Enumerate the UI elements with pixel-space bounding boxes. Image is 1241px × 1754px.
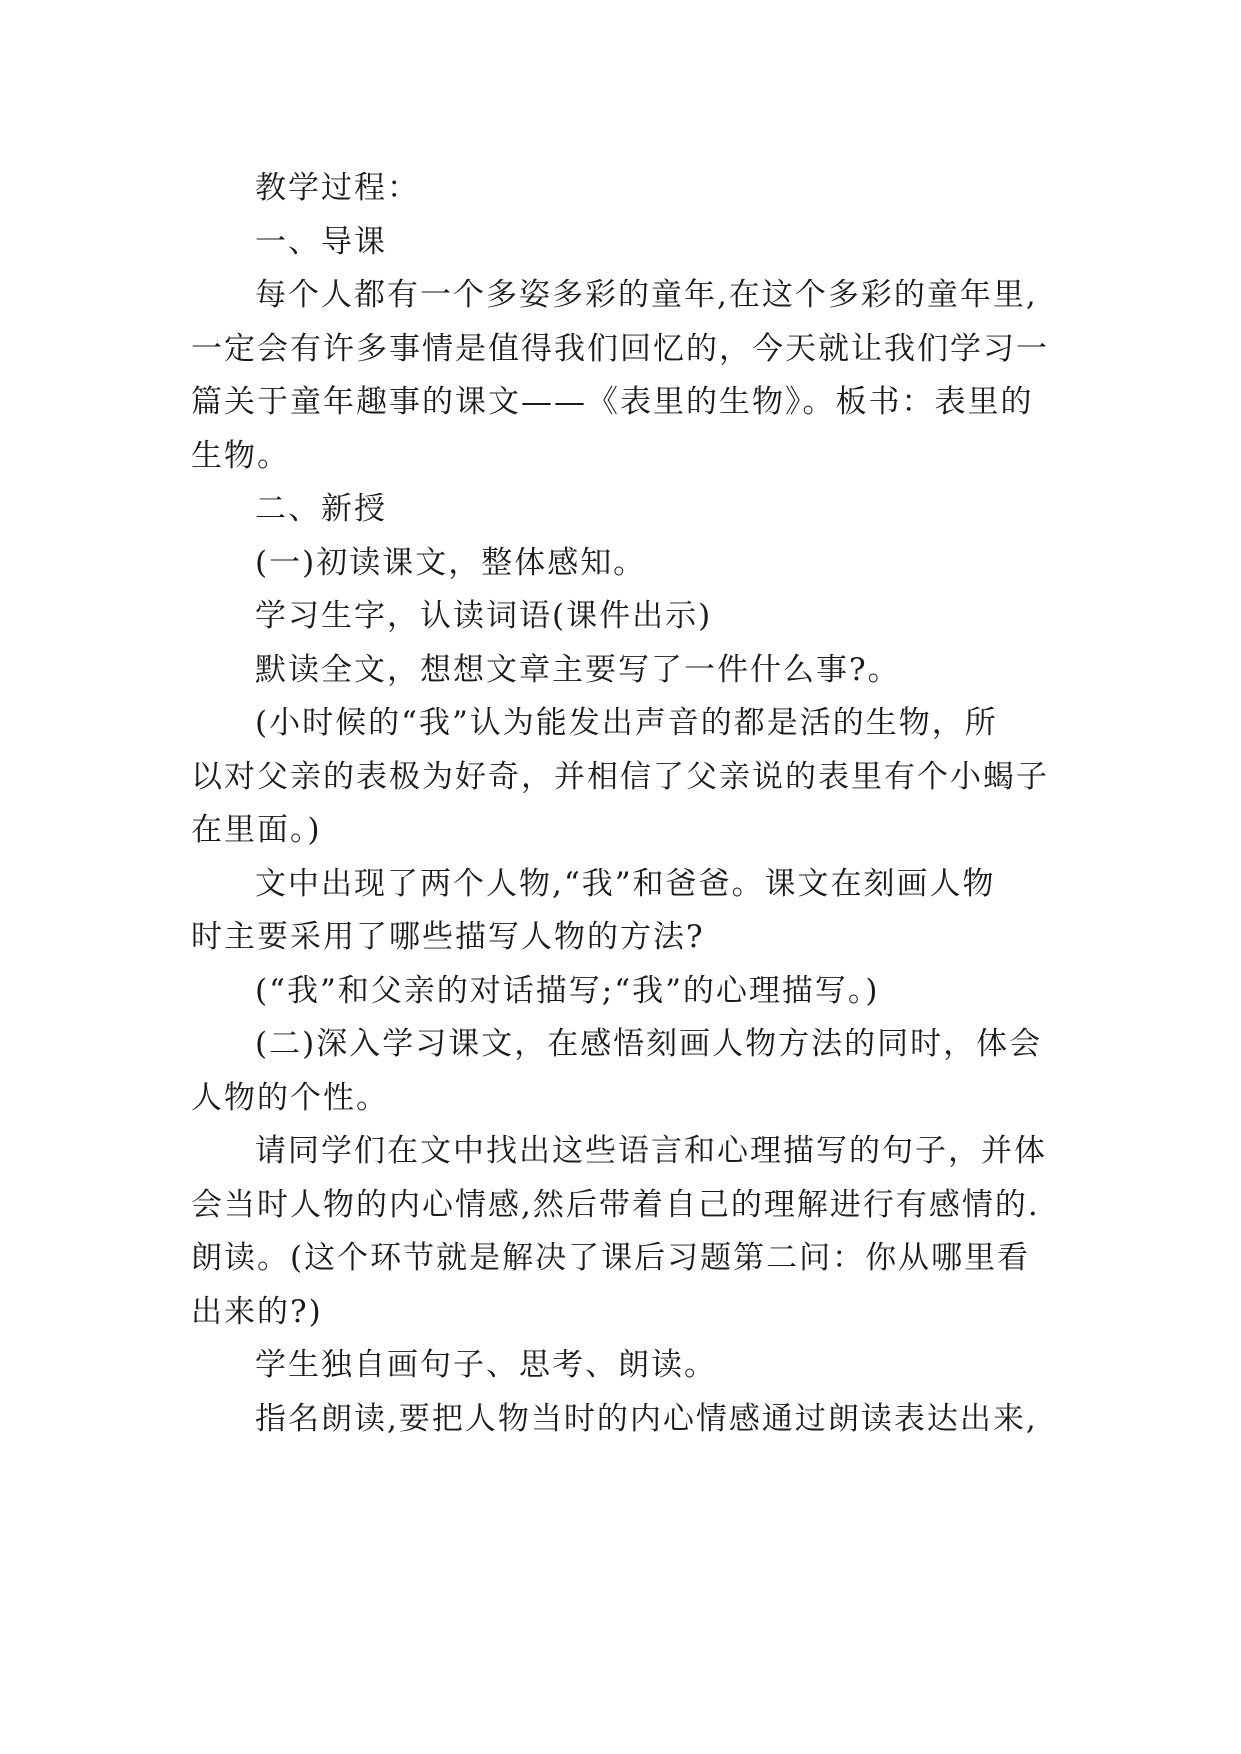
text-line: (一)初读课文，整体感知。 [255, 544, 647, 581]
paragraph [191, 1018, 1071, 1125]
text-line: (二)深入学习课文，在感悟刻画人物方法的同时，体会 [255, 1026, 1043, 1062]
paragraph [191, 965, 1071, 1019]
text-line: 每个人都有一个多姿多彩的童年,在这个多彩的童年里, [255, 277, 1038, 313]
text-line: 会当时人物的内心情感,然后带着自己的理解进行有感情的. [191, 1186, 1040, 1223]
paragraph [191, 537, 1071, 591]
paragraph [191, 1339, 1071, 1393]
paragraph [191, 1125, 1071, 1339]
paragraph [191, 590, 1071, 644]
text-line: (小时候的“我”认为能发出声音的都是活的生物，所 [255, 705, 998, 741]
text-line: 一定会有许多事情是值得我们回忆的，今天就让我们学习一 [191, 330, 1049, 367]
text-line: 二、新授 [255, 491, 387, 527]
paragraph [191, 483, 1071, 537]
text-line: 学生独自画句子、思考、朗读。 [255, 1347, 717, 1383]
paragraph [191, 644, 1071, 698]
document-body [191, 162, 1071, 1446]
paragraph [191, 216, 1071, 270]
text-line: 时主要采用了哪些描写人物的方法? [191, 919, 705, 955]
text-line: 人物的个性。 [191, 1079, 389, 1116]
text-line: 篇关于童年趣事的课文——《表里的生物》。板书：表里的 [191, 384, 1034, 420]
paragraph [191, 858, 1071, 965]
text-line: 出来的?) [191, 1293, 323, 1330]
text-line: 指名朗读,要把人物当时的内心情感通过朗读表达出来, [255, 1400, 1038, 1437]
paragraph [191, 269, 1071, 483]
text-line: 生物。 [191, 437, 290, 474]
text-line: 学习生字，认读词语(课件出示) [255, 598, 713, 634]
text-line: 以对父亲的表极为好奇，并相信了父亲说的表里有个小蝎子 [191, 758, 1049, 795]
paragraph [191, 1393, 1071, 1447]
text-line: 默读全文，想想文章主要写了一件什么事?。 [255, 651, 901, 688]
text-line: 朗读。(这个环节就是解决了课后习题第二问：你从哪里看 [191, 1240, 1031, 1276]
text-line: 在里面。) [191, 812, 322, 848]
text-line: 教学过程： [255, 170, 420, 206]
text-line: (“我”和父亲的对话描写;“我”的心理描写。) [255, 972, 880, 1009]
text-line: 一、导课 [255, 223, 387, 260]
paragraph [191, 697, 1071, 858]
paragraph [191, 162, 1071, 216]
text-line: 请同学们在文中找出这些语言和心理描写的句子，并体 [255, 1133, 1047, 1169]
text-line: 文中出现了两个人物,“我”和爸爸。课文在刻画人物 [255, 865, 996, 902]
